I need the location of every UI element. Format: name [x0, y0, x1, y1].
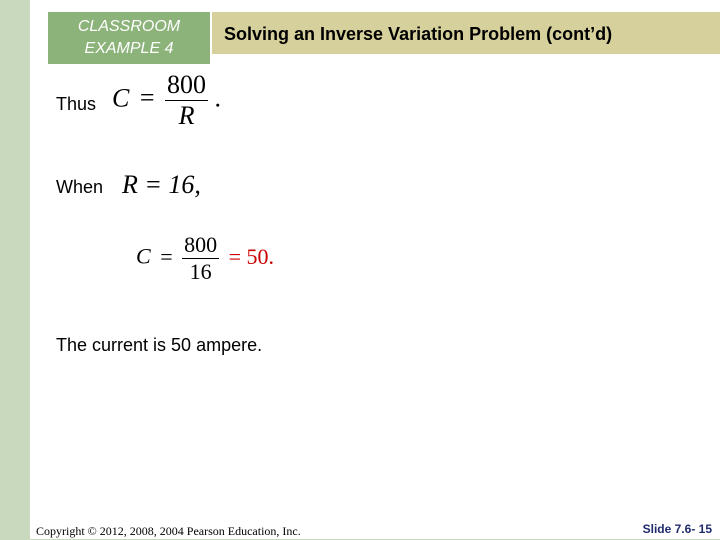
left-accent-bar: [0, 0, 30, 540]
calc-fraction: [182, 232, 219, 285]
slide-number: Slide 7.6- 15: [642, 522, 712, 536]
thus-eq: =: [139, 83, 155, 113]
calc-numerator: 800: [184, 232, 218, 257]
thus-lhs: C: [112, 83, 130, 113]
thus-denominator: R: [178, 101, 195, 130]
calc-denominator: 16: [189, 259, 212, 284]
when-expression: R = 16,: [122, 170, 201, 199]
calc-eq: =: [160, 243, 173, 269]
badge-line-1: CLASSROOM: [77, 18, 181, 35]
thus-fraction: [165, 70, 208, 131]
slide-title: Solving an Inverse Variation Problem (cont’d): [224, 24, 613, 44]
thus-equation: [112, 70, 221, 131]
example-badge: [48, 12, 210, 64]
thus-numerator: 800: [167, 70, 207, 99]
when-label: When: [56, 177, 104, 197]
conclusion-text: The current is 50 ampere.: [56, 335, 263, 355]
calc-lhs: C: [136, 243, 151, 269]
calc-equation: [136, 232, 274, 285]
badge-line-2: EXAMPLE 4: [84, 40, 174, 57]
thus-label: Thus: [56, 94, 97, 114]
copyright-text: Copyright © 2012, 2008, 2004 Pearson Education, Inc.: [36, 524, 301, 538]
thus-period: .: [214, 83, 222, 113]
calc-result: = 50.: [228, 243, 275, 269]
